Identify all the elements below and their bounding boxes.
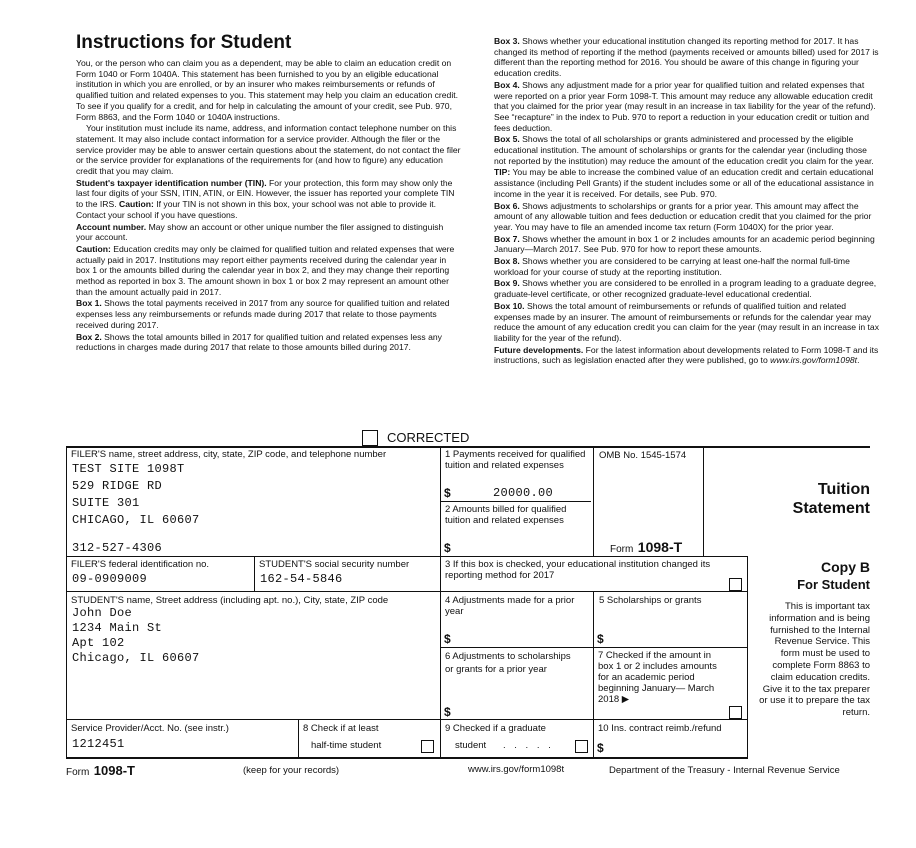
footer-url[interactable]: www.irs.gov/form1098t [468,764,565,775]
filer-city: CHICAGO, IL 60607 [72,513,200,527]
box1-value: 20000.00 [493,486,554,500]
box5-dollar-sign: $ [597,632,604,646]
filer-fed-id-label: FILER'S federal identification no. [71,559,210,570]
row2-divider [66,591,748,592]
box3-label: 3 If this box is checked, your educational institution changed its reporting method for 2017 [445,559,711,581]
box8-paragraph: Box 8. Shows whether you are considered to be carrying at least one-half the normal full-time workload for your course of study at the reporting institution. [494,256,850,277]
omb-right-divider [703,447,704,557]
form-label: Form 1098-T [610,539,683,555]
fed-id-divider [254,557,255,592]
intro-paragraph-2: Your institution must include its name, address, and information contact telephone number on this statement. It may also include contact information for a service provider. Although the filer or the service provider may be able to answer certain questions about the statement, do not contact the filer or the service provider for explanations of the requirements for (and how to figure) any education credit that you may claim. [76,123,461,177]
acct-value: 1212451 [72,737,125,751]
box8-label: 8 Check if at least [303,723,379,734]
box10-paragraph: Box 10. Shows the total amount of reimbursements or refunds of qualified tuition and related expenses made by an insurer. The amount of reimbursements or refunds for the calendar year may reduce the amount of any education credit you can claim for the year (may result in an increase in tax liability for the year of the refund). [494,300,880,343]
intro-paragraph: You, or the person who can claim you as a dependent, may be able to claim an education credit on Form 1040 or Form 1040A. This statement has been furnished to you by an eligible educational institution in which you are enrolled, or by an insurer who makes reimbursements or refunds of qualified tuition and related expenses to you. This statement may help you claim an education credit. To see if you qualify for a credit, and for help in calculating the amount of your credit, see Pub. 970, Form 8863, and the Form 1040 or 1040A instructions. [76,58,459,122]
filer-label: FILER'S name, street address, city, state, ZIP code, and telephone number [71,449,387,460]
corrected-checkbox[interactable] [362,430,378,446]
box1-dollar-sign: $ [444,486,451,500]
box10-dollar-sign: $ [597,741,604,755]
form-bottom-border [66,757,748,759]
box1-box2-divider [441,501,591,502]
box10-label: 10 Ins. contract reimb./refund [598,723,722,734]
box5-paragraph: Box 5. Shows the total of all scholarships or grants administered and processed by the eligible educational institution. The amount of scholarships or grants for the calendar year (including those not reported by the institution) may reduce the amount of the education credit you claim for the year. [494,134,874,166]
future-developments-paragraph: Future developments. For the latest information about developments related to Form 1098-T and its instructions, such as legislation enacted after they were published, go to www.irs.gov/form1098t. [494,344,879,366]
irs-link[interactable]: www.irs.gov/form1098t [770,355,858,366]
student-ssn: 162-54-5846 [260,572,343,586]
box1-paragraph: Box 1. Shows the total payments received in 2017 from any source for qualified tuition and related expenses less any reimbursements or refunds made during 2017 that relate to those payments received during 2017. [76,298,450,330]
omb-divider [593,447,594,557]
box2-dollar-sign: $ [444,541,451,555]
filer-name: TEST SITE 1098T [72,462,185,476]
student-apt: Apt 102 [72,636,125,650]
important-tax-info-note: This is important tax information and is being furnished to the Internal Revenue Service. This form must be used to complete Form 8863 to claim education credits. Give it to the tax preparer or use it to prepare the tax return. [759,601,870,719]
row3-divider [66,719,748,720]
instructions-right-column [494,36,880,367]
corrected-label: CORRECTED [387,430,470,445]
student-label: STUDENT'S name, Street address (including apt. no.), City, state, ZIP code [71,595,389,606]
footer-keep-note: (keep for your records) [243,765,340,776]
box6-label: 6 Adjustments to scholarships or grants for a prior year [445,651,571,675]
form-number: 1098-T [637,539,683,555]
box3-paragraph: Box 3. Shows whether your educational institution changed its reporting method for 2017. It has changed its method of reporting if the method (payments received or amounts billed) used for 2017 is different than the reporting method for 2016. You should be aware of this change in figuring your education credits. [494,36,879,79]
box4-label: 4 Adjustments made for a prior year [445,595,575,617]
filer-street: 529 RIDGE RD [72,479,163,493]
box9-label: 9 Checked if a graduate [445,723,546,734]
footer-department: Department of the Treasury - Internal Revenue Service [609,765,840,776]
box4-dollar-sign: $ [444,632,451,646]
box7-paragraph: Box 7. Shows whether the amount in box 1 or 2 includes amounts for an academic period beginning January—March 2017. See Pub. 970 for how to report these amounts. [494,233,875,255]
form-left-border [66,447,67,759]
student-ssn-label: STUDENT'S social security number [259,559,410,570]
student-city: Chicago, IL 60607 [72,651,200,665]
tip-paragraph: TIP: You may be able to increase the combined value of an education credit and certain educational assistance (including Pell Grants) if the student includes some or all of the educational assistance in income in the year it is received. For details, see Pub. 970. [494,167,874,199]
filer-phone: 312-527-4306 [72,541,163,555]
box7-label: 7 Checked if the amount in box 1 or 2 includes amounts for an academic period beginning January— March 2018 ▶ [598,650,717,705]
footer-form-number: 1098-T [93,763,135,778]
box4-box6-divider [441,647,747,648]
student-street: 1234 Main St [72,621,163,635]
box6-paragraph: Box 6. Shows adjustments to scholarships or grants for a prior year. This amount may affect the amount of any allowable tuition and fees deduction or education credit that you claimed for the prior year. You may have to file an amended income tax return (Form 1040X) for the prior year. [494,200,872,232]
box5-label: 5 Scholarships or grants [599,595,702,606]
tuition-title: Tuition [817,481,870,498]
box8-checkbox[interactable] [421,740,434,753]
statement-title: Statement [792,500,870,517]
box2-paragraph: Box 2. Shows the total amounts billed in 2017 for qualified tuition and related expenses less any reductions in charges made during 2017 that relate to those amounts billed during 2017. [76,331,442,353]
box7-checkbox[interactable] [729,706,742,719]
box4-box5-divider [593,592,594,758]
box9-paragraph: Box 9. Shows whether you are considered to be enrolled in a program leading to a graduate degree, graduate-level certificate, or other recognized graduate-level educational credential. [494,278,877,300]
box3-checkbox[interactable] [729,578,742,591]
box2-label: 2 Amounts billed for qualified tuition and related expenses [445,504,567,526]
caution-paragraph: Caution: Education credits may only be claimed for qualified tuition and related expenses that were actually paid in 2017. Institutions may report either payments received during the calendar year in box 1 or the amounts billed during the calendar year in box 2, and they may change their reporting method as reported in box 3. The amount shown in box 1 or box 2 may represent an amount other than the amount actually paid in 2017. [76,243,455,297]
for-student-label: For Student [797,577,870,592]
form-top-border [66,446,870,448]
filer-suite: SUITE 301 [72,496,140,510]
omb-number: OMB No. 1545-1574 [599,450,687,461]
filer-column-divider [440,447,441,758]
form-right-divider [747,557,748,758]
box6-dollar-sign: $ [444,705,451,719]
tin-paragraph: Student's taxpayer identification number (TIN). For your protection, this form may show only the last four digits of your SSN, ITIN, ATIN, or EIN. However, the issuer has reported your complete TIN to the IRS. Caution: If your TIN is not shown in this box, your school was not able to provide it. Contact your school if you have questions. [76,177,455,220]
student-name: John Doe [72,606,133,620]
acct-label: Service Provider/Acct. No. (see instr.) [71,723,229,734]
box9-label-2: student [455,740,487,751]
instructions-left-column [76,58,462,354]
box4-paragraph: Box 4. Shows any adjustment made for a prior year for qualified tuition and related expenses that were reported on a prior year Form 1098-T. This amount may reduce any allowable education credit that you claimed for the prior year (may result in an increase in tax liability for the year of the refund). See “recapture” in the index to Pub. 970 to report a reduction in your education credit or tuition and fees deduction. [494,79,876,133]
box1-label: 1 Payments received for qualified tuition and related expenses [445,449,586,471]
instructions-title: Instructions for Student [76,32,292,53]
account-number-paragraph: Account number. May show an account or other unique number the filer assigned to distinguish your account. [76,221,444,243]
box8-label-2: half-time student [311,740,382,751]
filer-fed-id: 09-0909009 [72,572,148,586]
box9-leader-dots: . . . . . [503,740,554,751]
copy-b-label: Copy B [821,559,870,575]
box9-checkbox[interactable] [575,740,588,753]
acct-box8-divider [298,720,299,758]
footer-form-label: Form 1098-T [66,763,135,778]
